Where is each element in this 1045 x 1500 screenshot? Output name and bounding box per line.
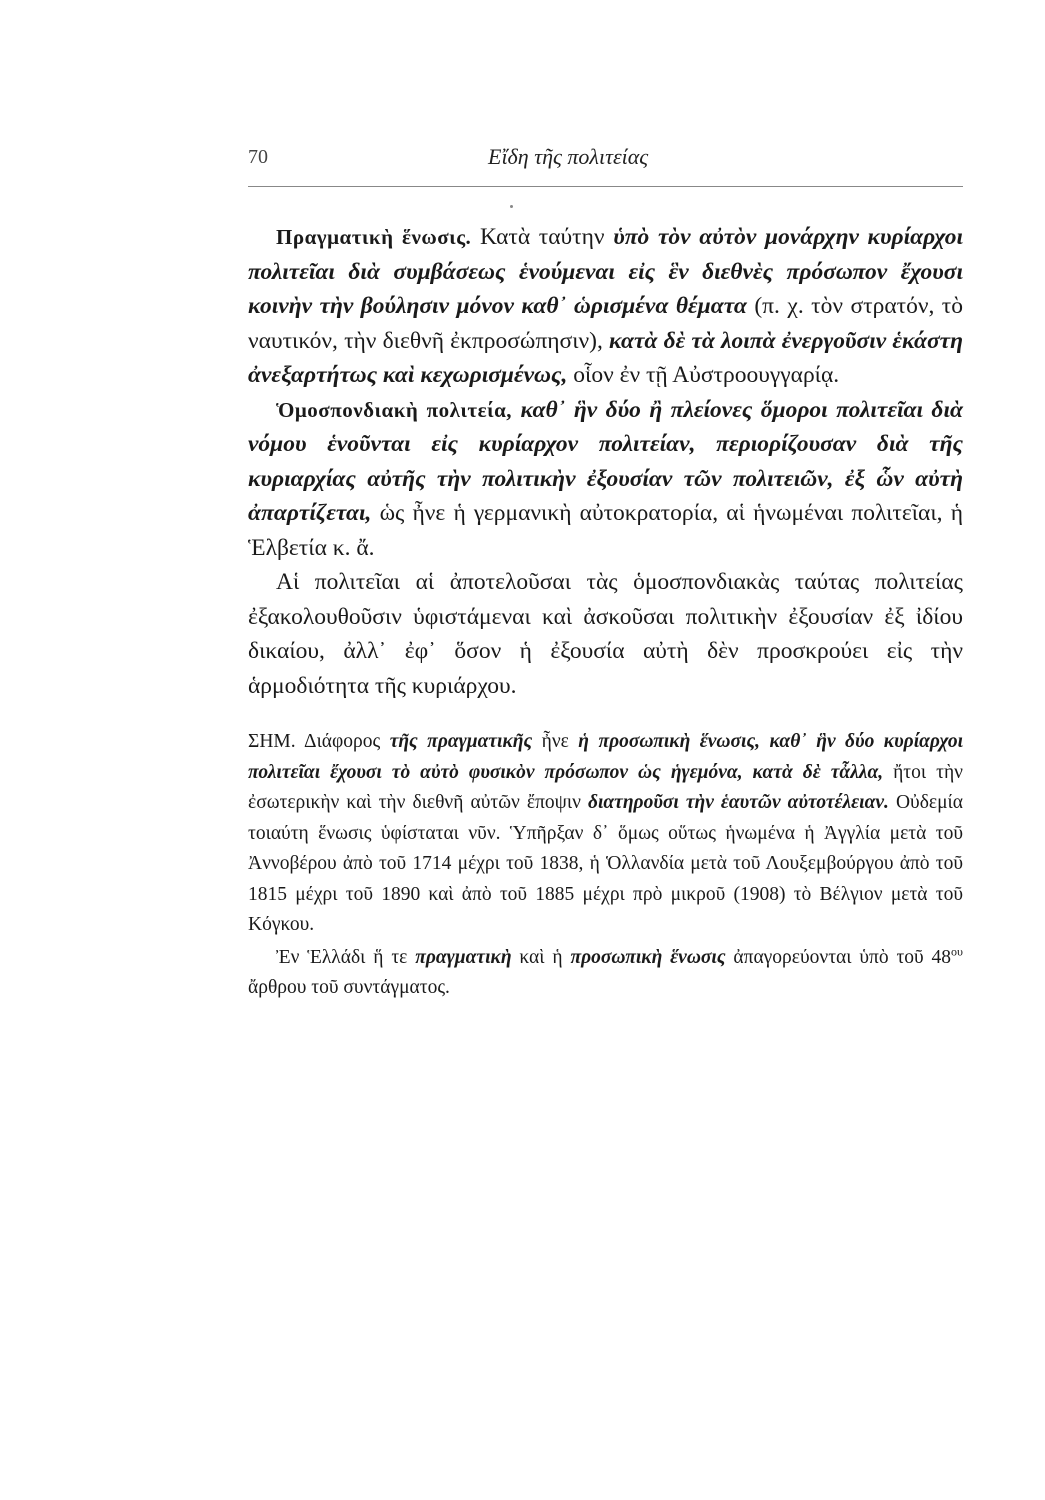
emphasis-span: διατηροῦσι τὴν ἑαυτῶν αὐτοτέλειαν. — [587, 792, 889, 813]
notes-section — [248, 727, 963, 1004]
term-real-union: Πραγματικὴ ἕνωσις. — [276, 225, 472, 249]
emphasis-span: τῆς πραγματικῆς — [389, 731, 533, 752]
page-header — [248, 146, 963, 187]
text-span: οἷον ἐν τῇ Αὐστροουγγαρίᾳ. — [567, 362, 840, 388]
text-span: ἀπαγορεύονται ὑπὸ τοῦ 48 — [725, 946, 952, 968]
emphasis-span: ὑπὸ τὸν αὐτὸν μονάρχην κυρίαρχοι πολιτεῖαι διὰ συμβάσεως ἑνούμεναι εἰς ἓν διεθνὲς πρόσωπον ἔχουσι κοινὴν τὴν βούλησιν μόνον καθ᾿ ὡρισμένα θέματα — [248, 224, 964, 319]
text-span: Διάφορος — [295, 731, 390, 752]
text-span: ὡς ἦνε ἡ γερμανικὴ αὐτοκρατορία, αἱ ἡνωμέναι πολιτεῖαι, ἡ Ἑλβετία κ. ἄ. — [248, 500, 963, 561]
text-span: Κατὰ ταύτην — [471, 224, 614, 250]
text-span: ἦνε — [532, 731, 579, 752]
page-number: 70 — [248, 146, 268, 168]
text-span: καὶ ἡ — [511, 946, 571, 968]
text-span: ἤτοι τὴν ἐσωτερικὴν καὶ τὴν διεθνῆ αὐτῶν ἔποψιν — [248, 761, 963, 813]
emphasis-span: κατὰ δὲ τὰ λοιπὰ ἐνεργοῦσιν ἑκάστη ἀνεξαρτήτως καὶ κεχωρισμένως, — [248, 327, 963, 388]
print-speck — [510, 205, 513, 208]
emphasis-span: ἡ προσωπικὴ ἕνωσις, καθ᾿ ἣν δύο κυρίαρχοι πολιτεῖαι ἔχουσι τὸ αὐτὸ φυσικὸν πρόσωπον ὡς ἡγεμόνα, κατὰ δὲ τἆλλα, — [248, 731, 963, 783]
emphasis-span: καθ᾿ ἣν δύο ἢ πλείονες ὅμοροι πολιτεῖαι διὰ νόμου ἑνοῦνται εἰς κυρίαρχον πολιτείαν, περιορίζουσαν διὰ τῆς κυριαρχίας αὐτῆς τὴν πολιτικὴν ἐξουσίαν τῶν πολιτειῶν, ἐξ ὧν αὐτὴ ἀπαρτίζεται, — [248, 396, 963, 526]
main-text — [248, 220, 963, 1004]
emphasis-span: προσωπικὴ ἕνωσις — [570, 946, 726, 968]
text-span: (π. χ. τὸν στρατόν, τὸ ναυτικόν, τὴν διεθνῆ ἐκπροσώπησιν), — [248, 293, 964, 354]
text-span: Οὐδεμία τοιαύτη ἕνωσις ὑφίσταται νῦν. Ὑπῆρξαν δ᾿ ὅμως οὕτως ἡνωμένα ἡ Ἀγγλία μετὰ τοῦ Ἀννοβέρου ἀπὸ τοῦ 1714 μέχρι τοῦ 1838, ἡ Ὁλλανδία μετὰ τοῦ Λουξεμβούργου ἀπὸ τοῦ 1815 μέχρι τοῦ 1890 καὶ ἀπὸ τοῦ 1885 μέχρι πρὸ μικροῦ (1908) τὸ Βέλγιον μετὰ τοῦ Κόγκου. — [248, 792, 963, 935]
paragraph-member-states — [248, 565, 963, 703]
text-span: ἄρθρου τοῦ συντάγματος. — [248, 977, 450, 998]
emphasis-span: πραγματικὴ — [415, 946, 512, 968]
text-span: Αἱ πολιτεῖαι αἱ ἀποτελοῦσαι τὰς ὁμοσπονδιακὰς ταύτας πολιτείας ἐξακολουθοῦσιν ὑφιστάμεναι καὶ ἀσκοῦσαι πολιτικὴν ἐξουσίαν ἐξ ἰδίου δικαίου, ἀλλ᾿ ἐφ᾿ ὅσον ἡ ἐξουσία αὐτὴ δὲν προσκρούει εἰς τὴν ἁρμοδιότητα τῆς κυριάρχου. — [248, 569, 963, 699]
term-federal-state: Ὁμοσπονδιακὴ πολιτεία, — [276, 397, 513, 422]
text-span: Ἐν Ἑλλάδι ἥ τε — [276, 946, 416, 968]
note-label: ΣΗΜ. — [248, 731, 296, 752]
paragraph-real-union — [248, 220, 963, 393]
note-greece — [248, 943, 963, 1004]
running-head: Εἴδη τῆς πολιτείας — [488, 144, 649, 169]
paragraph-federal-state — [248, 393, 963, 566]
note-personal-union — [248, 727, 963, 941]
ordinal-suffix: ου — [951, 944, 963, 958]
